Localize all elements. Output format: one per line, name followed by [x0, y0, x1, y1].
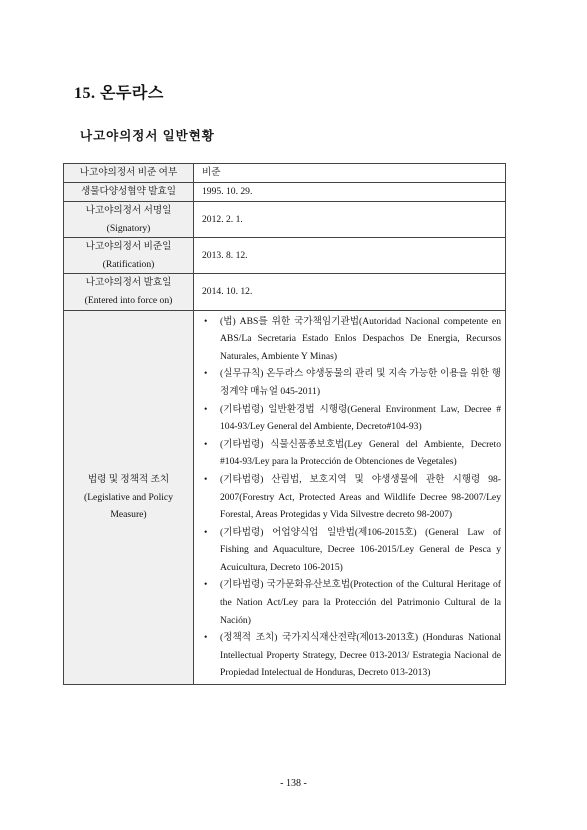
row-label-english: (Entered into force on) [84, 294, 173, 306]
row-label-english: Measure) [110, 509, 147, 521]
row-label-text: 생물다양성협약 발효일 [80, 186, 177, 198]
row-value: 1995. 10. 29. [194, 183, 506, 202]
list-item: • (기타법령) 일반환경법 시행령(General Environment Law, Decree # 104-93/Ley General del Ambiente, Decreto#104-93) [202, 401, 501, 436]
measures-value [194, 310, 506, 684]
measures-list [202, 313, 501, 682]
row-label [64, 310, 194, 684]
row-label-text: 나고야의정서 비준 여부 [79, 167, 178, 179]
table-row [64, 310, 506, 684]
row-value: 2012. 2. 1. [194, 202, 506, 238]
row-label-text: 나고야의정서 서명일 [85, 205, 172, 216]
row-label-text: 법령 및 정책적 조치 [87, 473, 170, 485]
table-row [64, 183, 506, 202]
table-row [64, 202, 506, 238]
row-label [64, 164, 194, 183]
list-item: • (실무규칙) 온두라스 야생동물의 관리 및 지속 가능한 이용을 위한 행정계약 매뉴얼 045-2011) [202, 365, 501, 400]
row-label-english: (Ratification) [102, 258, 155, 270]
list-item: • (정책적 조치) 국가지식재산전략(제013-2013호) (Honduras National Intellectual Property Strategy, Decree 013-2013/ Estrategia Nacional de Propiedad Intelectual de Honduras, Decreto 013-2013) [202, 629, 501, 682]
list-item: • (기타법령) 식물신품종보호법(Ley General del Ambiente, Decreto #104-93/Ley para la Protección de Obtenciones de Vegetales) [202, 436, 501, 471]
list-item: • (법) ABS를 위한 국가책임기관법(Autoridad Nacional competente en ABS/La Secretaria Estado Enlos Despachos De Energia, Recursos Naturales, Ambiente Y Minas) [202, 313, 501, 366]
nagoya-status-table [63, 163, 506, 685]
row-label-text: 나고야의정서 비준일 [85, 241, 172, 253]
row-label [64, 274, 194, 310]
list-item: • (기타법령) 국가문화유산보호법(Protection of the Cultural Heritage of the Nation Act/Ley para la Protección del Patrimonio Cultural de la Nación) [202, 576, 501, 629]
row-value: 2014. 10. 12. [194, 274, 506, 310]
row-label [64, 183, 194, 202]
row-value: 비준 [194, 164, 506, 183]
row-label-text: 나고야의정서 발효일 [85, 277, 172, 289]
row-label [64, 202, 194, 238]
table-subtitle: 나고야의정서 일반현황 [80, 129, 215, 143]
section-title: 15. 온두라스 [74, 85, 164, 102]
row-label-english: (Signatory) [106, 222, 151, 234]
page-number: - 138 - [280, 778, 307, 789]
row-label [64, 238, 194, 274]
table-row [64, 164, 506, 183]
list-item: • (기타법령) 산림법, 보호지역 및 야생생물에 관한 시행령 98-2007(Forestry Act, Protected Areas and Wildlife Decree 98-2007/Ley Forestal, Areas Protegidas y Vida Silvestre decreto 98-2007) [202, 471, 501, 524]
list-item: • (기타법령) 어업양식업 일반법(제106-2015호) (General Law of Fishing and Aquaculture, Decree 106-2015/Ley General de Pesca y Acuicultura, Decreto 106-2015) [202, 524, 501, 577]
table-row [64, 238, 506, 274]
row-label-english: (Legislative and Policy [84, 491, 173, 503]
table-row [64, 274, 506, 310]
row-value: 2013. 8. 12. [194, 238, 506, 274]
